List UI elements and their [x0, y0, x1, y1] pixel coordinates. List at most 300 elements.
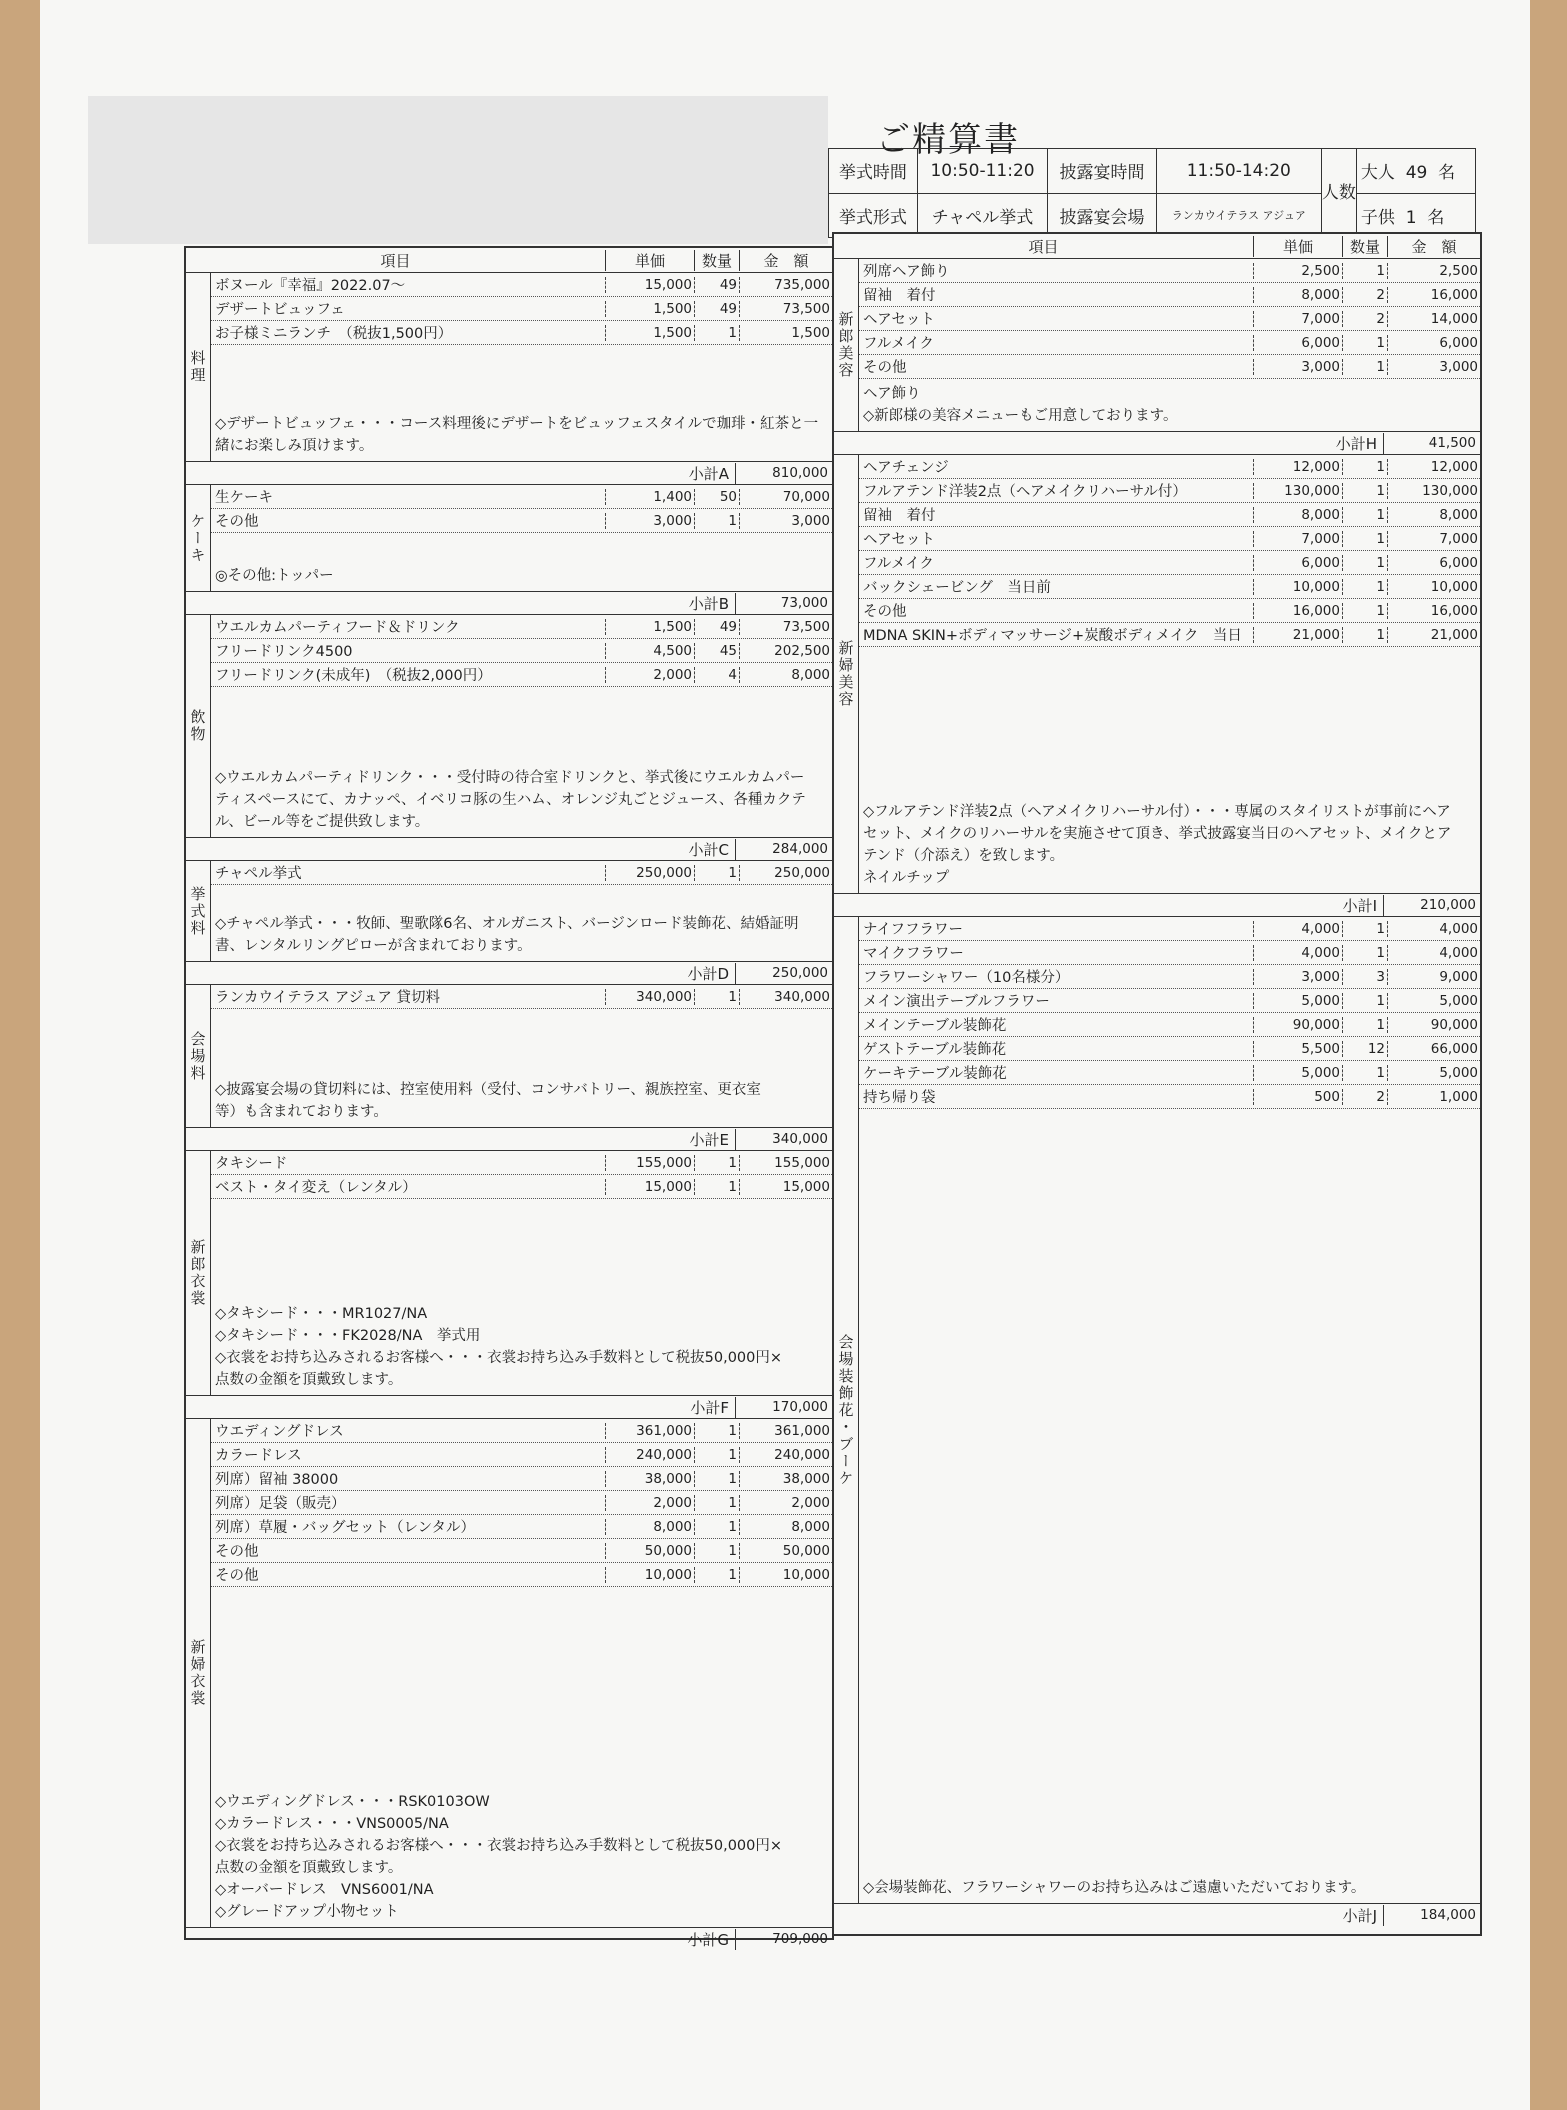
item-price: 15,000 — [605, 277, 694, 293]
line-item-row — [859, 503, 1480, 527]
item-qty: 1 — [694, 1543, 739, 1559]
item-qty: 1 — [694, 513, 739, 529]
line-item-row — [211, 663, 832, 687]
item-price: 1,500 — [605, 325, 694, 341]
subtotal-value: 810,000 — [772, 465, 828, 481]
item-name: ケーキテーブル装飾花 — [863, 1066, 1007, 1082]
item-price: 2,000 — [605, 667, 694, 683]
item-qty: 1 — [1342, 945, 1387, 961]
item-amount: 4,000 — [1387, 921, 1480, 937]
section-rows — [859, 917, 1480, 1109]
item-name: ボヌール『幸福』2022.07～ — [215, 278, 406, 294]
item-price: 4,500 — [605, 643, 694, 659]
item-qty: 1 — [1342, 459, 1387, 475]
line-item-row — [211, 1563, 832, 1587]
header-price: 単価 — [1253, 236, 1342, 257]
line-item-row — [211, 509, 832, 533]
subtotal-value: 284,000 — [772, 841, 828, 857]
item-price: 3,000 — [605, 513, 694, 529]
note-line: ヘア飾り — [863, 386, 921, 402]
item-price: 500 — [1253, 1089, 1342, 1105]
item-amount: 130,000 — [1387, 483, 1480, 499]
item-amount: 14,000 — [1387, 311, 1480, 327]
children-cell — [1356, 193, 1475, 238]
note-line: ◇会場装飾花、フラワーシャワーのお持ち込みはご遠慮いただいております。 — [863, 1880, 1366, 1896]
section-note — [211, 765, 832, 837]
item-amount: 3,000 — [1387, 359, 1480, 375]
item-price: 7,000 — [1253, 531, 1342, 547]
item-amount: 2,500 — [1387, 263, 1480, 279]
item-name: MDNA SKIN+ボディマッサージ+炭酸ボディメイク 当日 — [863, 628, 1242, 644]
item-qty: 1 — [694, 1519, 739, 1535]
item-amount: 240,000 — [739, 1447, 832, 1463]
note-line: ◇カラードレス・・・VNS0005/NA — [215, 1816, 449, 1832]
item-price: 3,000 — [1253, 359, 1342, 375]
item-qty: 1 — [694, 1179, 739, 1195]
line-item-row — [859, 599, 1480, 623]
subtotal-value: 170,000 — [772, 1399, 828, 1415]
item-name: 持ち帰り袋 — [863, 1090, 936, 1106]
line-item-row — [859, 1037, 1480, 1061]
item-price: 4,000 — [1253, 921, 1342, 937]
item-qty: 1 — [694, 865, 739, 881]
item-name: タキシード — [215, 1156, 288, 1172]
item-price: 130,000 — [1253, 483, 1342, 499]
subtotal-b — [186, 592, 832, 615]
subtotal-label: 小計I — [1297, 895, 1384, 916]
item-price: 6,000 — [1253, 335, 1342, 351]
left-header — [186, 248, 832, 273]
section-category: 飲物 — [186, 615, 211, 837]
line-item-row — [211, 485, 832, 509]
subtotal-label: 小計F — [649, 1397, 736, 1418]
item-name: ウエルカムパーティフード＆ドリンク — [215, 620, 460, 636]
note-line: ◇チャペル挙式・・・牧師、聖歌隊6名、オルガニスト、バージンロード装飾花、結婚証明 — [215, 916, 799, 932]
item-qty: 49 — [694, 277, 739, 293]
line-item-row — [859, 455, 1480, 479]
item-price: 90,000 — [1253, 1017, 1342, 1033]
item-price: 8,000 — [605, 1519, 694, 1535]
section-note — [211, 1789, 832, 1927]
document-title: ご精算書 — [876, 120, 1020, 160]
item-amount: 2,000 — [739, 1495, 832, 1511]
header-qty: 数量 — [1342, 236, 1387, 257]
section-rows — [211, 985, 832, 1009]
item-amount: 73,500 — [739, 301, 832, 317]
section-bride-beauty — [834, 455, 1480, 894]
item-name: 列席）足袋（販売） — [215, 1496, 346, 1512]
item-name: マイクフラワー — [863, 946, 964, 962]
item-name: 留袖 着付 — [863, 508, 936, 524]
children-count: 1 — [1405, 207, 1417, 228]
section-rows — [859, 455, 1480, 647]
section-category: 会場装飾花・ブーケ — [834, 917, 859, 1903]
item-amount: 5,000 — [1387, 1065, 1480, 1081]
item-qty: 49 — [694, 301, 739, 317]
item-name: フラワーシャワー（10名様分） — [863, 970, 1070, 986]
section-rows — [211, 615, 832, 687]
note-line: ◇新郎様の美容メニューもご用意しております。 — [863, 408, 1178, 424]
item-qty: 1 — [694, 989, 739, 1005]
section-note — [211, 411, 832, 461]
item-amount: 16,000 — [1387, 603, 1480, 619]
ceremony-style: チャペル挙式 — [917, 193, 1047, 238]
item-name: ヘアセット — [863, 532, 935, 548]
section-drinks — [186, 615, 832, 838]
note-line: 点数の金額を頂戴致します。 — [215, 1372, 403, 1388]
line-item-row — [211, 1515, 832, 1539]
adults-cell — [1356, 149, 1475, 194]
item-price: 340,000 — [605, 989, 694, 1005]
subtotal-j — [834, 1904, 1480, 1926]
subtotal-label: 小計H — [1297, 433, 1384, 454]
item-qty: 1 — [1342, 993, 1387, 1009]
note-line: ネイルチップ — [863, 870, 950, 886]
item-price: 12,000 — [1253, 459, 1342, 475]
line-item-row — [859, 355, 1480, 379]
item-amount: 12,000 — [1387, 459, 1480, 475]
item-qty: 1 — [694, 1447, 739, 1463]
item-price: 3,000 — [1253, 969, 1342, 985]
item-amount: 155,000 — [739, 1155, 832, 1171]
header-item: 項目 — [380, 251, 411, 270]
note-line: ◇フルアテンド洋装2点（ヘアメイクリハーサル付）・・・専属のスタイリストが事前にヘア — [863, 804, 1451, 820]
item-price: 7,000 — [1253, 311, 1342, 327]
section-category: 新婦衣裳 — [186, 1419, 211, 1927]
line-item-row — [859, 917, 1480, 941]
line-item-row — [211, 1151, 832, 1175]
section-groom-attire — [186, 1151, 832, 1396]
item-name: フリードリンク(未成年) （税抜2,000円） — [215, 668, 492, 684]
item-price: 15,000 — [605, 1179, 694, 1195]
note-line: セット、メイクのリハーサルを実施させて頂き、挙式披露宴当日のヘアセット、メイクとア — [863, 826, 1452, 842]
item-amount: 4,000 — [1387, 945, 1480, 961]
section-rows — [211, 1151, 832, 1199]
note-line: ル、ビール等をご提供致します。 — [215, 814, 430, 830]
item-price: 1,500 — [605, 301, 694, 317]
subtotal-f — [186, 1396, 832, 1419]
redacted-area — [88, 96, 828, 244]
section-category: ケーキ — [186, 485, 211, 591]
line-item-row — [211, 861, 832, 885]
line-item-row — [859, 331, 1480, 355]
line-item-row — [211, 985, 832, 1009]
section-rows — [211, 273, 832, 345]
line-item-row — [211, 1443, 832, 1467]
item-price: 1,500 — [605, 619, 694, 635]
item-price: 5,000 — [1253, 1065, 1342, 1081]
subtotal-e — [186, 1128, 832, 1151]
section-note — [211, 911, 832, 961]
section-flowers — [834, 917, 1480, 1904]
ceremony-time: 10:50-11:20 — [917, 149, 1047, 194]
note-line: ◇タキシード・・・MR1027/NA — [215, 1306, 428, 1322]
item-qty: 1 — [694, 1567, 739, 1583]
section-category: 新郎美容 — [834, 259, 859, 431]
subtotal-label: 小計C — [649, 839, 736, 860]
item-amount: 1,000 — [1387, 1089, 1480, 1105]
item-price: 10,000 — [1253, 579, 1342, 595]
line-item-row — [859, 989, 1480, 1013]
section-note — [211, 1301, 832, 1395]
item-amount: 8,000 — [739, 667, 832, 683]
item-name: ランカウイテラス アジュア 貸切料 — [215, 990, 440, 1006]
header-item: 項目 — [1028, 237, 1059, 256]
line-item-row — [859, 527, 1480, 551]
item-amount: 21,000 — [1387, 627, 1480, 643]
item-price: 10,000 — [605, 1567, 694, 1583]
item-qty: 1 — [694, 325, 739, 341]
line-item-row — [859, 551, 1480, 575]
item-amount: 9,000 — [1387, 969, 1480, 985]
item-name: その他 — [863, 604, 907, 620]
item-name: その他 — [215, 514, 259, 530]
children-unit: 名 — [1427, 207, 1445, 228]
item-name: メインテーブル装飾花 — [863, 1018, 1007, 1034]
item-qty: 1 — [1342, 921, 1387, 937]
item-price: 155,000 — [605, 1155, 694, 1171]
line-item-row — [211, 1467, 832, 1491]
item-qty: 1 — [1342, 579, 1387, 595]
item-name: ウエディングドレス — [215, 1424, 344, 1440]
item-qty: 45 — [694, 643, 739, 659]
item-qty: 2 — [1342, 1089, 1387, 1105]
item-amount: 1,500 — [739, 325, 832, 341]
ceremony-time-label: 挙式時間 — [829, 149, 918, 194]
section-note — [211, 1077, 832, 1127]
section-bride-attire — [186, 1419, 832, 1928]
subtotal-value: 184,000 — [1420, 1907, 1476, 1923]
item-amount: 8,000 — [1387, 507, 1480, 523]
line-item-row — [859, 1013, 1480, 1037]
reception-time-label: 披露宴時間 — [1048, 149, 1156, 194]
item-price: 240,000 — [605, 1447, 694, 1463]
item-amount: 15,000 — [739, 1179, 832, 1195]
item-name: 列席）草履・バッグセット（レンタル） — [215, 1520, 476, 1536]
item-qty: 1 — [694, 1495, 739, 1511]
item-amount: 5,000 — [1387, 993, 1480, 1009]
section-note — [211, 563, 832, 591]
item-price: 361,000 — [605, 1423, 694, 1439]
section-rows — [211, 1419, 832, 1587]
subtotal-label: 小計J — [1297, 1905, 1384, 1926]
item-price: 8,000 — [1253, 287, 1342, 303]
section-note — [859, 381, 1480, 431]
item-qty: 3 — [1342, 969, 1387, 985]
item-qty: 50 — [694, 489, 739, 505]
item-name: ベスト・タイ変え（レンタル） — [215, 1180, 417, 1196]
item-qty: 1 — [694, 1155, 739, 1171]
section-rows — [211, 485, 832, 533]
item-amount: 6,000 — [1387, 555, 1480, 571]
children-label: 子供 — [1360, 207, 1395, 228]
venue-name: ランカウイテラス アジュア — [1156, 193, 1321, 238]
line-item-row — [859, 623, 1480, 647]
item-amount: 70,000 — [739, 489, 832, 505]
header-amount: 金 額 — [739, 250, 832, 271]
note-line: ◇衣裳をお持ち込みされるお客様へ・・・衣裳お持ち込み手数料として税抜50,000円× — [215, 1350, 783, 1366]
item-qty: 4 — [694, 667, 739, 683]
item-price: 21,000 — [1253, 627, 1342, 643]
item-name: チャペル挙式 — [215, 866, 302, 882]
item-name: カラードレス — [215, 1448, 302, 1464]
adults-unit: 名 — [1438, 163, 1456, 184]
line-item-row — [859, 965, 1480, 989]
subtotal-value: 73,000 — [780, 595, 828, 611]
item-amount: 90,000 — [1387, 1017, 1480, 1033]
section-note — [859, 799, 1480, 893]
item-name: フルメイク — [863, 556, 934, 572]
section-ceremony — [186, 861, 832, 962]
subtotal-label: 小計A — [649, 463, 736, 484]
item-name: フルメイク — [863, 336, 934, 352]
note-line: 点数の金額を頂戴致します。 — [215, 1860, 403, 1876]
item-name: 生ケーキ — [215, 490, 273, 506]
item-qty: 1 — [1342, 359, 1387, 375]
item-price: 2,500 — [1253, 263, 1342, 279]
item-amount: 10,000 — [739, 1567, 832, 1583]
subtotal-value: 250,000 — [772, 965, 828, 981]
item-amount: 50,000 — [739, 1543, 832, 1559]
section-category: 新郎衣裳 — [186, 1151, 211, 1395]
line-item-row — [859, 259, 1480, 283]
item-amount: 8,000 — [739, 1519, 832, 1535]
section-category: 料理 — [186, 273, 211, 461]
item-name: 列席）留袖 38000 — [215, 1472, 339, 1488]
item-amount: 361,000 — [739, 1423, 832, 1439]
item-qty: 1 — [1342, 1065, 1387, 1081]
item-amount: 735,000 — [739, 277, 832, 293]
header-price: 単価 — [605, 250, 694, 271]
item-name: デザートビュッフェ — [215, 302, 345, 318]
subtotal-value: 210,000 — [1420, 897, 1476, 913]
item-price: 50,000 — [605, 1543, 694, 1559]
item-name: その他 — [215, 1544, 259, 1560]
subtotal-d — [186, 962, 832, 985]
note-line: ◇披露宴会場の貸切料には、控室使用料（受付、コンサバトリー、親族控室、更衣室 — [215, 1082, 761, 1098]
item-name: その他 — [215, 1568, 259, 1584]
item-qty: 1 — [694, 1471, 739, 1487]
line-item-row — [859, 307, 1480, 331]
section-groom-beauty — [834, 259, 1480, 432]
header-amount: 金 額 — [1387, 236, 1480, 257]
item-amount: 66,000 — [1387, 1041, 1480, 1057]
note-line: テンド（介添え）を致します。 — [863, 848, 1065, 864]
item-price: 250,000 — [605, 865, 694, 881]
item-price: 8,000 — [1253, 507, 1342, 523]
line-item-row — [211, 273, 832, 297]
section-category: 会場料 — [186, 985, 211, 1127]
note-line: 等）も含まれております。 — [215, 1104, 388, 1120]
item-name: フルアテンド洋装2点（ヘアメイクリハーサル付） — [863, 484, 1187, 500]
line-item-row — [211, 297, 832, 321]
item-name: 留袖 着付 — [863, 288, 936, 304]
item-amount: 3,000 — [739, 513, 832, 529]
item-qty: 1 — [694, 1423, 739, 1439]
note-line: ◇オーバードレス VNS6001/NA — [215, 1882, 434, 1898]
item-qty: 1 — [1342, 627, 1387, 643]
subtotal-c — [186, 838, 832, 861]
note-line: ◇衣裳をお持ち込みされるお客様へ・・・衣裳お持ち込み手数料として税抜50,000円× — [215, 1838, 783, 1854]
section-cake — [186, 485, 832, 592]
line-item-row — [859, 479, 1480, 503]
section-category: 新婦美容 — [834, 455, 859, 893]
event-info-table — [828, 148, 1476, 238]
item-price: 5,000 — [1253, 993, 1342, 1009]
line-item-row — [211, 1175, 832, 1199]
note-line: ◇デザートビュッフェ・・・コース料理後にデザートをビュッフェスタイルで珈琲・紅茶と一 — [215, 416, 819, 432]
item-amount: 340,000 — [739, 989, 832, 1005]
note-line: ティスペースにて、カナッペ、イベリコ豚の生ハム、オレンジ丸ごとジュース、各種カクテ — [215, 792, 806, 808]
line-item-row — [211, 1419, 832, 1443]
ceremony-style-label: 挙式形式 — [829, 193, 918, 238]
item-name: ヘアセット — [863, 312, 935, 328]
subtotal-g — [186, 1928, 832, 1950]
item-qty: 1 — [1342, 335, 1387, 351]
item-price: 1,400 — [605, 489, 694, 505]
subtotal-a — [186, 462, 832, 485]
item-name: メイン演出テーブルフラワー — [863, 994, 1050, 1010]
item-name: 列席ヘア飾り — [863, 264, 950, 280]
subtotal-value: 709,000 — [772, 1931, 828, 1947]
item-qty: 2 — [1342, 311, 1387, 327]
item-qty: 1 — [1342, 531, 1387, 547]
subtotal-i — [834, 894, 1480, 917]
note-line: 書、レンタルリングピローが含まれております。 — [215, 938, 532, 954]
item-name: ヘアチェンジ — [863, 460, 949, 476]
item-name: お子様ミニランチ （税抜1,500円） — [215, 326, 453, 342]
item-amount: 16,000 — [1387, 287, 1480, 303]
item-amount: 7,000 — [1387, 531, 1480, 547]
note-line: 緒にお楽しみ頂けます。 — [215, 438, 374, 454]
line-item-row — [211, 1491, 832, 1515]
section-category: 挙式料 — [186, 861, 211, 961]
line-item-row — [859, 941, 1480, 965]
header-qty: 数量 — [694, 250, 739, 271]
item-qty: 1 — [1342, 483, 1387, 499]
note-line: ◎その他:トッパー — [215, 568, 334, 584]
section-cuisine — [186, 273, 832, 462]
item-qty: 1 — [1342, 263, 1387, 279]
item-amount: 73,500 — [739, 619, 832, 635]
adults-label: 大人 — [1360, 163, 1395, 184]
line-item-row — [211, 615, 832, 639]
subtotal-value: 41,500 — [1428, 435, 1476, 451]
item-price: 38,000 — [605, 1471, 694, 1487]
item-qty: 1 — [1342, 507, 1387, 523]
subtotal-value: 340,000 — [772, 1131, 828, 1147]
line-item-row — [859, 283, 1480, 307]
line-item-row — [859, 575, 1480, 599]
section-venue — [186, 985, 832, 1128]
section-note — [859, 1875, 1480, 1903]
item-name: ナイフフラワー — [863, 922, 964, 938]
item-amount: 202,500 — [739, 643, 832, 659]
right-header — [834, 234, 1480, 259]
venue-label: 披露宴会場 — [1048, 193, 1156, 238]
item-qty: 1 — [1342, 555, 1387, 571]
item-price: 2,000 — [605, 1495, 694, 1511]
item-qty: 1 — [1342, 1017, 1387, 1033]
item-qty: 1 — [1342, 603, 1387, 619]
item-amount: 38,000 — [739, 1471, 832, 1487]
line-item-row — [211, 321, 832, 345]
line-item-row — [211, 1539, 832, 1563]
item-name: バックシェービング 当日前 — [863, 580, 1051, 596]
subtotal-label: 小計G — [649, 1929, 736, 1950]
subtotal-h — [834, 432, 1480, 455]
note-line: ◇ウエルカムパーティドリンク・・・受付時の待合室ドリンクと、挙式後にウエルカムパー — [215, 770, 805, 786]
